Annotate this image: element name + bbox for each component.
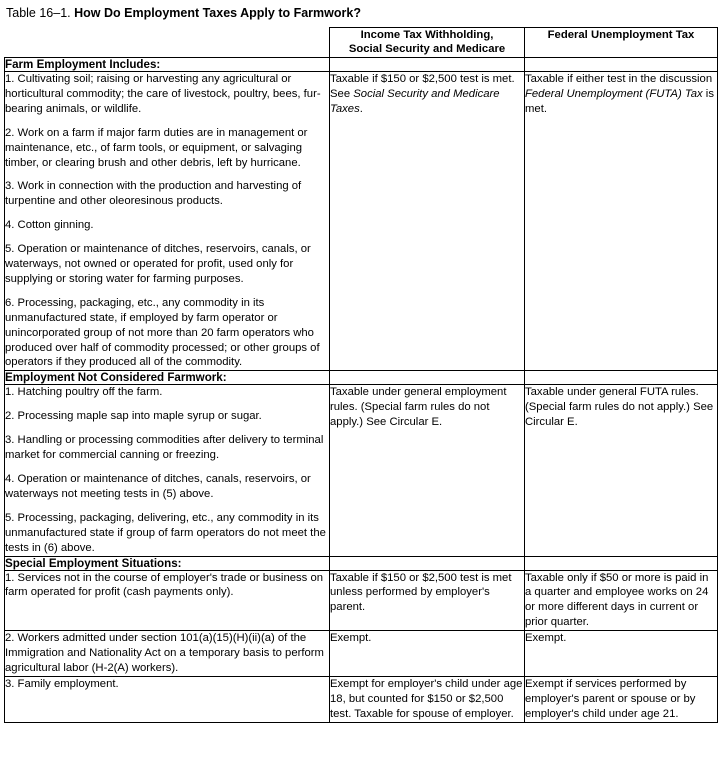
list-item: 5. Processing, packaging, delivering, etc., any commodity in its unmanufactured state if group of farm operators do not meet the tests in (6) above. xyxy=(5,511,326,554)
list-item: 1. Cultivating soil; raising or harvesting any agricultural or horticultural commodity; the care of livestock, poultry, bees, fur-bearing animals, or wildlife. xyxy=(5,72,321,115)
income-tax-text-tail: . xyxy=(359,102,363,115)
income-tax-text-italic: Social Security and Medicare Taxes xyxy=(330,87,500,115)
section-body-row-not-farmwork xyxy=(5,385,718,556)
farm-employment-futa xyxy=(525,71,718,370)
special-situation-income-tax: Exempt for employer's child under age 18, but counted for $150 or $2,500 test. Taxable for spouse of employer. xyxy=(330,676,525,722)
section-heading-special-situations: Special Employment Situations: xyxy=(5,556,330,570)
caption-number: Table 16–1. xyxy=(6,6,71,20)
caption-title: How Do Employment Taxes Apply to Farmwork? xyxy=(74,6,361,20)
section-heading-spacer-income-2 xyxy=(330,371,525,385)
list-item: 6. Processing, packaging, etc., any commodity in its unmanufactured state, if employed by farm operator or unincorporated group of not more than 20 farm operators who produced over half of commodity processed; or other groups of operators if they produced all of the commodity. xyxy=(5,296,320,369)
section-heading-row-farm-employment xyxy=(5,57,718,71)
header-income-tax-line1: Income Tax Withholding, xyxy=(360,28,494,41)
special-situation-income-tax: Exempt. xyxy=(330,631,525,677)
list-item: 1. Hatching poultry off the farm. xyxy=(5,386,163,399)
section-heading-spacer-futa-2 xyxy=(525,371,718,385)
special-situation-income-tax: Taxable if $150 or $2,500 test is met unless performed by employer's parent. xyxy=(330,570,525,631)
section-heading-spacer-futa-3 xyxy=(525,556,718,570)
not-farmwork-items xyxy=(5,385,330,556)
income-tax-text-plain: Taxable if $150 or $2,500 test is met. See xyxy=(330,72,515,100)
section-heading-spacer-futa xyxy=(525,57,718,71)
section-heading-row-not-farmwork xyxy=(5,371,718,385)
section-body-row-farm-employment xyxy=(5,71,718,370)
table-header-row xyxy=(5,27,718,57)
section-heading-spacer-income xyxy=(330,57,525,71)
header-blank-cell xyxy=(5,27,330,57)
section-heading-not-farmwork: Employment Not Considered Farmwork: xyxy=(5,371,330,385)
futa-text-italic: Federal Unemployment (FUTA) Tax xyxy=(525,87,703,100)
list-item: 5. Operation or maintenance of ditches, reservoirs, canals, or waterways, not owned or operated for profit, used only for supplying or storing water for farming purposes. xyxy=(5,243,311,285)
section-heading-farm-employment: Farm Employment Includes: xyxy=(5,57,330,71)
futa-text-plain: Taxable if either test in the discussion xyxy=(525,72,713,85)
table-caption xyxy=(0,0,721,27)
list-item: 2. Work on a farm if major farm duties are in management or maintenance, etc., of farm tools, or equipment, or salvaging timber, or clearing brush and other debris, left by hurricane. xyxy=(5,126,308,169)
not-farmwork-futa: Taxable under general FUTA rules. (Special farm rules do not apply.) See Circular E. xyxy=(525,385,718,556)
farmwork-employment-taxes-table xyxy=(4,27,718,723)
special-situation-description: 1. Services not in the course of employer's trade or business on farm operated for profit (cash payments only). xyxy=(5,570,330,631)
table-row xyxy=(5,631,718,677)
table-row xyxy=(5,570,718,631)
special-situation-description: 3. Family employment. xyxy=(5,676,330,722)
futa-text-tail: is met. xyxy=(525,87,714,115)
special-situation-futa: Exempt. xyxy=(525,631,718,677)
list-item: 4. Operation or maintenance of ditches, canals, reservoirs, or waterways not meeting tests in (5) above. xyxy=(5,473,311,500)
section-heading-row-special xyxy=(5,556,718,570)
not-farmwork-income-tax: Taxable under general employment rules. (Special farm rules do not apply.) See Circular E. xyxy=(330,385,525,556)
farm-employment-income-tax xyxy=(330,71,525,370)
header-federal-unemployment-tax: Federal Unemployment Tax xyxy=(525,27,718,57)
special-situation-futa: Exempt if services performed by employer's parent or spouse or by employer's child under age 21. xyxy=(525,676,718,722)
list-item: 2. Processing maple sap into maple syrup or sugar. xyxy=(5,410,262,423)
list-item: 4. Cotton ginning. xyxy=(5,219,94,232)
special-situation-futa: Taxable only if $50 or more is paid in a quarter and employee works on 24 or more different days in current or prior quarter. xyxy=(525,570,718,631)
list-item: 3. Work in connection with the production and harvesting of turpentine and other oleoresinous products. xyxy=(5,180,302,208)
header-income-tax xyxy=(330,27,525,57)
table-row xyxy=(5,676,718,722)
list-item: 3. Handling or processing commodities after delivery to terminal market for commercial canning or freezing. xyxy=(5,434,324,462)
farm-employment-items xyxy=(5,71,330,370)
header-income-tax-line2: Social Security and Medicare xyxy=(348,43,506,56)
section-heading-spacer-income-3 xyxy=(330,556,525,570)
special-situation-description: 2. Workers admitted under section 101(a)(15)(H)(ii)(a) of the Immigration and Nationality Act on a temporary basis to perform agricultural labor (H-2(A) workers). xyxy=(5,631,330,677)
